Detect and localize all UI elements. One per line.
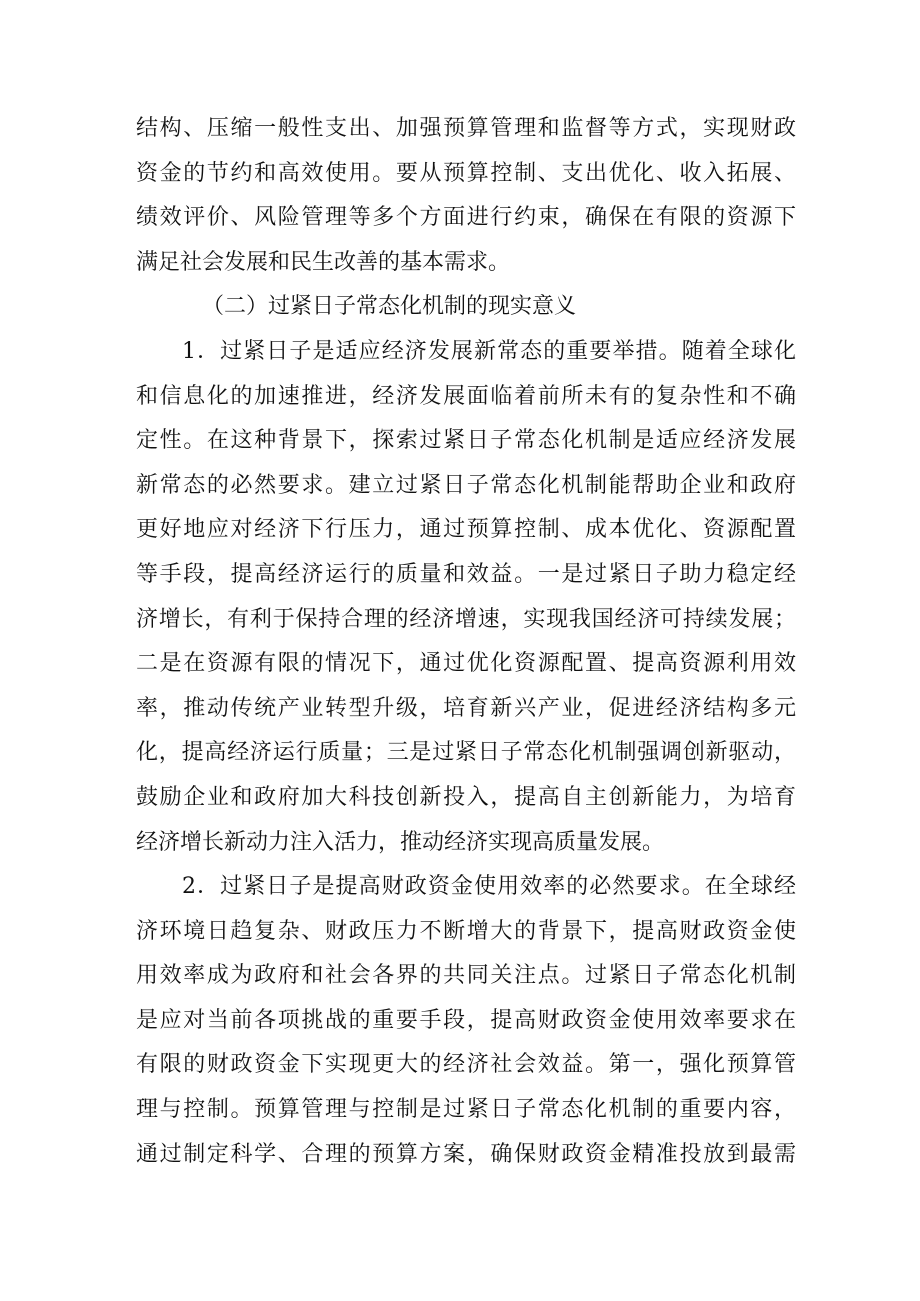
body-line: 经济增长新动力注入活力，推动经济实现高质量发展。 [136,829,665,855]
body-line: 化，提高经济运行质量；三是过紧日子常态化机制强调创新驱动， [136,740,796,766]
body-line: 率，推动传统产业转型升级，培育新兴产业，促进经济结构多元 [136,695,796,721]
body-line: 绩效评价、风险管理等多个方面进行约束，确保在有限的资源下 [136,205,796,231]
body-line: 鼓励企业和政府加大科技创新投入，提高自主创新能力，为培育 [136,784,796,810]
section-heading: （二）过紧日子常态化机制的现实意义 [202,294,577,320]
paragraph-first-line: 1．过紧日子是适应经济发展新常态的重要举措。随着全球化 [182,338,796,364]
body-line: 有限的财政资金下实现更大的经济社会效益。第一，强化预算管 [136,1052,796,1078]
document-body [136,107,796,1177]
body-line: 新常态的必然要求。建立过紧日子常态化机制能帮助企业和政府 [136,472,796,498]
body-line: 理与控制。预算管理与控制是过紧日子常态化机制的重要内容， [136,1097,796,1123]
body-line: 结构、压缩一般性支出、加强预算管理和监督等方式，实现财政 [136,116,796,141]
body-line: 定性。在这种背景下，探索过紧日子常态化机制是适应经济发展 [136,428,796,454]
body-line: 用效率成为政府和社会各界的共同关注点。过紧日子常态化机制 [136,963,796,989]
body-line: 资金的节约和高效使用。要从预算控制、支出优化、收入拓展、 [136,160,796,186]
body-line: 和信息化的加速推进，经济发展面临着前所未有的复杂性和不确 [136,383,796,409]
body-line: 等手段，提高经济运行的质量和效益。一是过紧日子助力稳定经 [136,561,796,587]
body-line: 满足社会发展和民生改善的基本需求。 [136,249,511,275]
body-line: 更好地应对经济下行压力，通过预算控制、成本优化、资源配置 [136,517,796,543]
body-line: 是应对当前各项挑战的重要手段，提高财政资金使用效率要求在 [136,1007,796,1033]
body-line: 二是在资源有限的情况下，通过优化资源配置、提高资源利用效 [136,651,796,677]
body-line: 济增长，有利于保持合理的经济增速，实现我国经济可持续发展； [136,606,796,632]
body-line: 济环境日趋复杂、财政压力不断增大的背景下，提高财政资金使 [136,918,796,944]
body-line: 通过制定科学、合理的预算方案，确保财政资金精准投放到最需 [136,1141,796,1167]
paragraph-first-line: 2．过紧日子是提高财政资金使用效率的必然要求。在全球经 [182,874,796,900]
